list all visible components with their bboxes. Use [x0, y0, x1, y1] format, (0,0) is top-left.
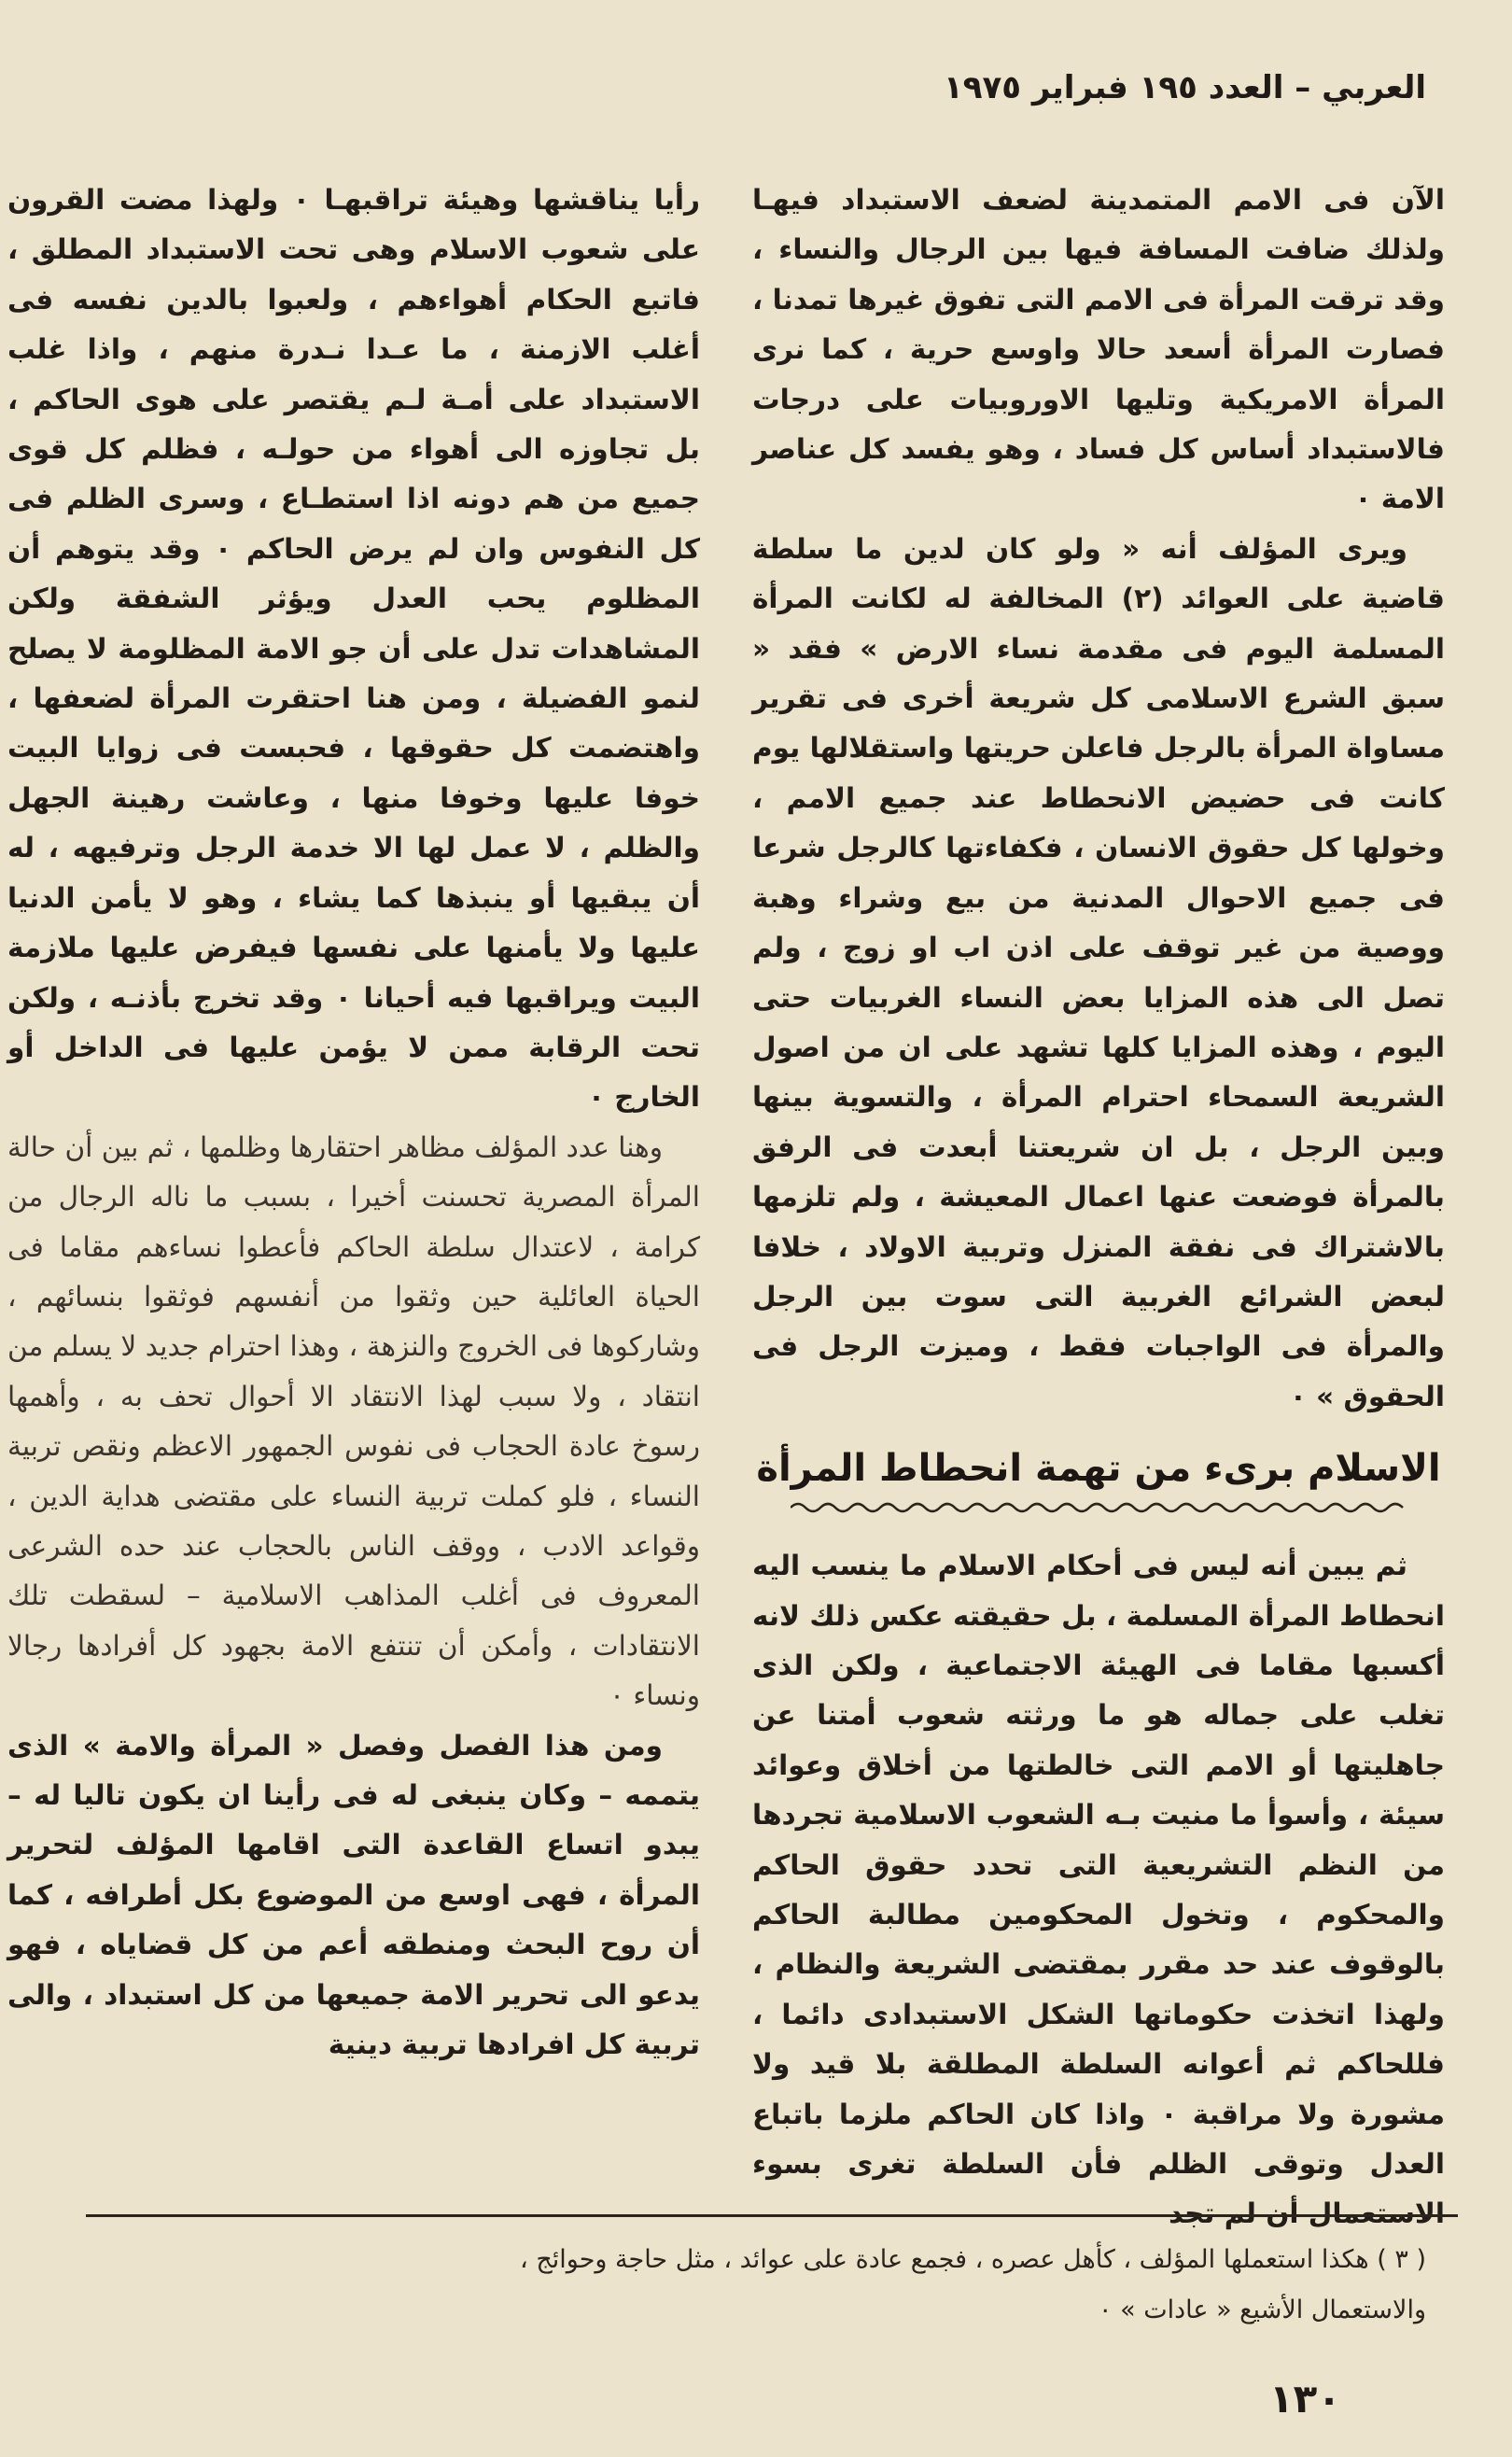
wavy-underline	[791, 1498, 1407, 1517]
left-paragraph-1: رأيا يناقشها وهيئة تراقبهـا ٠ ولهذا مضت القرون على شعوب الاسلام وهى تحت الاستبداد المطلق ، فاتبع الحكام أهواءهم ، ولعبوا بالدين نفسه فى أغلب الازمنة ، ما عـدا نـدرة منهم ، واذا غلب الاستبداد على أمـة لـم يقتصر على هوى الحاكم ، بل تجاوزه الى أهواء من حولـه ، فظلم كل قوى جميع من هم دونه اذا استطـاع ، وسرى الظلم فى كل النفوس وان لم يرض الحاكم ٠ وقد يتوهم أن المظلوم يحب العدل ويؤثر الشفقة ولكن المشاهدات تدل على أن جو الامة المظلومة لا يصلح لنمو الفضيلة ، ومن هنا احتقرت المرأة لضعفها ، واهتضمت كل حقوقها ، فحبست فى زوايا البيت خوفا عليها وخوفا منها ، وعاشت رهينة الجهل والظلم ، لا عمل لها الا خدمة الرجل وترفيهه ، له أن يبقيها أو ينبذها كما يشاء ، وهو لا يأمن الدنيا عليها ولا يأمنها على نفسها فيفرض عليها ملازمة البيت ويراقبها فيه أحيانا ٠ وقد تخرج بأذنـه ، ولكن تحت الرقابة ممن لا يؤمن عليها فى الداخل أو الخارج ٠	[7, 184, 701, 1114]
footnote	[73, 2235, 1426, 2336]
footnote-line-2: والاستعمال الأشيع « عادات » ٠	[1099, 2296, 1426, 2324]
left-column	[7, 176, 700, 2070]
right-column	[752, 176, 1445, 2239]
section-heading: الاسلام برىء من تهمة انحطاط المرأة	[756, 1447, 1441, 1491]
footnote-divider	[86, 2214, 1458, 2217]
right-paragraph-3: ثم يبين أنه ليس فى أحكام الاسلام ما ينسب اليه انحطاط المرأة المسلمة ، بل حقيقته عكس ذلك لانه أكسبها مقاما فى الهيئة الاجتماعية ، ولكن الذى تغلب على جماله هو ما ورثته شعوب أمتنا عن جاهليتها أو الامم التى خالطتها من أخلاق وعوائد سيئة ، وأسوأ ما منيت بـه الشعوب الاسلامية تجردها من النظم التشريعية التى تحدد حقوق الحاكم والمحكوم ، وتخول المحكومين مطالبة الحاكم بالوقوف عند حد مقرر بمقتضى الشريعة والنظام ، ولهذا اتخذت حكوماتها الشكل الاستبدادى دائما ، فللحاكم ثم أعوانه السلطة المطلقة بلا قيد ولا مشورة ولا مراقبة ٠ واذا كان الحاكم ملزما باتباع العدل وتوقى الظلم فأن السلطة تغرى بسوء الاستعمال أن لم تجد	[752, 1550, 1446, 2230]
page-number: ١٣٠	[1269, 2376, 1341, 2422]
footnote-line-1: ( ٣ ) هكذا استعملها المؤلف ، كأهل عصره ، فجمع عادة على عوائد ، مثل حاجة وحوائج ،	[520, 2245, 1426, 2274]
left-paragraph-2: وهنا عدد المؤلف مظاهر احتقارها وظلمها ، ثم بين أن حالة المرأة المصرية تحسنت أخيرا ، بسبب ما ناله الرجال من كرامة ، لاعتدال سلطة الحاكم فأعطوا نساءهم مقاما فى الحياة العائلية حين وثقوا من أنفسهم فوثقوا بنسائهم ، وشاركوها فى الخروج والنزهة ، وهذا احترام جديد لا يسلم من انتقاد ، ولا سبب لهذا الانتقاد الا أحوال تحف به ، وأهمها رسوخ عادة الحجاب فى نفوس الجمهور الاعظم ونقص تربية النساء ، فلو كملت تربية النساء على مقتضى هداية الدين ، وقواعد الادب ، ووقف الناس بالحجاب عند حده الشرعى المعروف فى أغلب المذاهب الاسلامية – لسقطت تلك الانتقادات ، وأمكن أن تنتفع الامة بجهود كل أفرادها رجالا ونساء ٠	[7, 1130, 700, 1712]
right-paragraph-1: الآن فى الامم المتمدينة لضعف الاستبداد فيهـا ولذلك ضافت المسافة فيها بين الرجال والنساء ، وقد ترقت المرأة فى الامم التى تفوق غيرها تمدنا ، فصارت المرأة أسعد حالا واوسع حرية ، كما نرى المرأة الامريكية وتليها الاوروبيات على درجات فالاستبداد أساس كل فساد ، وهو يفسد كل عناصر الامة ٠	[752, 184, 1445, 515]
running-header: العربي – العدد ١٩٥ فبراير ١٩٧٥	[944, 69, 1426, 106]
right-paragraph-2: ويرى المؤلف أنه « ولو كان لدين ما سلطة قاضية على العوائد (٢) المخالفة له لكانت المرأة المسلمة اليوم فى مقدمة نساء الارض » فقد « سبق الشرع الاسلامى كل شريعة أخرى فى تقرير مساواة المرأة بالرجل فاعلن حريتها واستقلالها يوم كانت فى حضيض الانحطاط عند جميع الامم ، وخولها كل حقوق الانسان ، فكفاءتها كالرجل شرعا فى جميع الاحوال المدنية من بيع وشراء وهبة ووصية من غير توقف على اذن اب او زوج ، ولم تصل الى هذه المزايا بعض النساء الغربيات حتى اليوم ، وهذه المزايا كلها تشهد على ان من اصول الشريعة السمحاء احترام المرأة ، والتسوية بينها وبين الرجل ، بل ان شريعتنا أبعدت فى الرفق بالمرأة فوضعت عنها اعمال المعيشة ، ولم تلزمها بالاشتراك فى نفقة المنزل وتربية الاولاد ، خلافا لبعض الشرائع الغربية التى سوت بين الرجل والمرأة فى الواجبات فقط ، وميزت الرجل فى الحقوق » ٠	[752, 532, 1446, 1412]
left-paragraph-3: ومن هذا الفصل وفصل « المرأة والامة » الذى يتممه – وكان ينبغى له فى رأينا ان يكون تاليا له – يبدو اتساع القاعدة التى اقامها المؤلف لتحرير المرأة ، فهى اوسع من الموضوع بكل أطرافه ، كما أن روح البحث ومنطقه أعم من كل قضاياه ، فهو يدعو الى تحرير الامة جميعها من كل استبداد ، والى تربية كل افرادها تربية دينية	[7, 1729, 700, 2061]
